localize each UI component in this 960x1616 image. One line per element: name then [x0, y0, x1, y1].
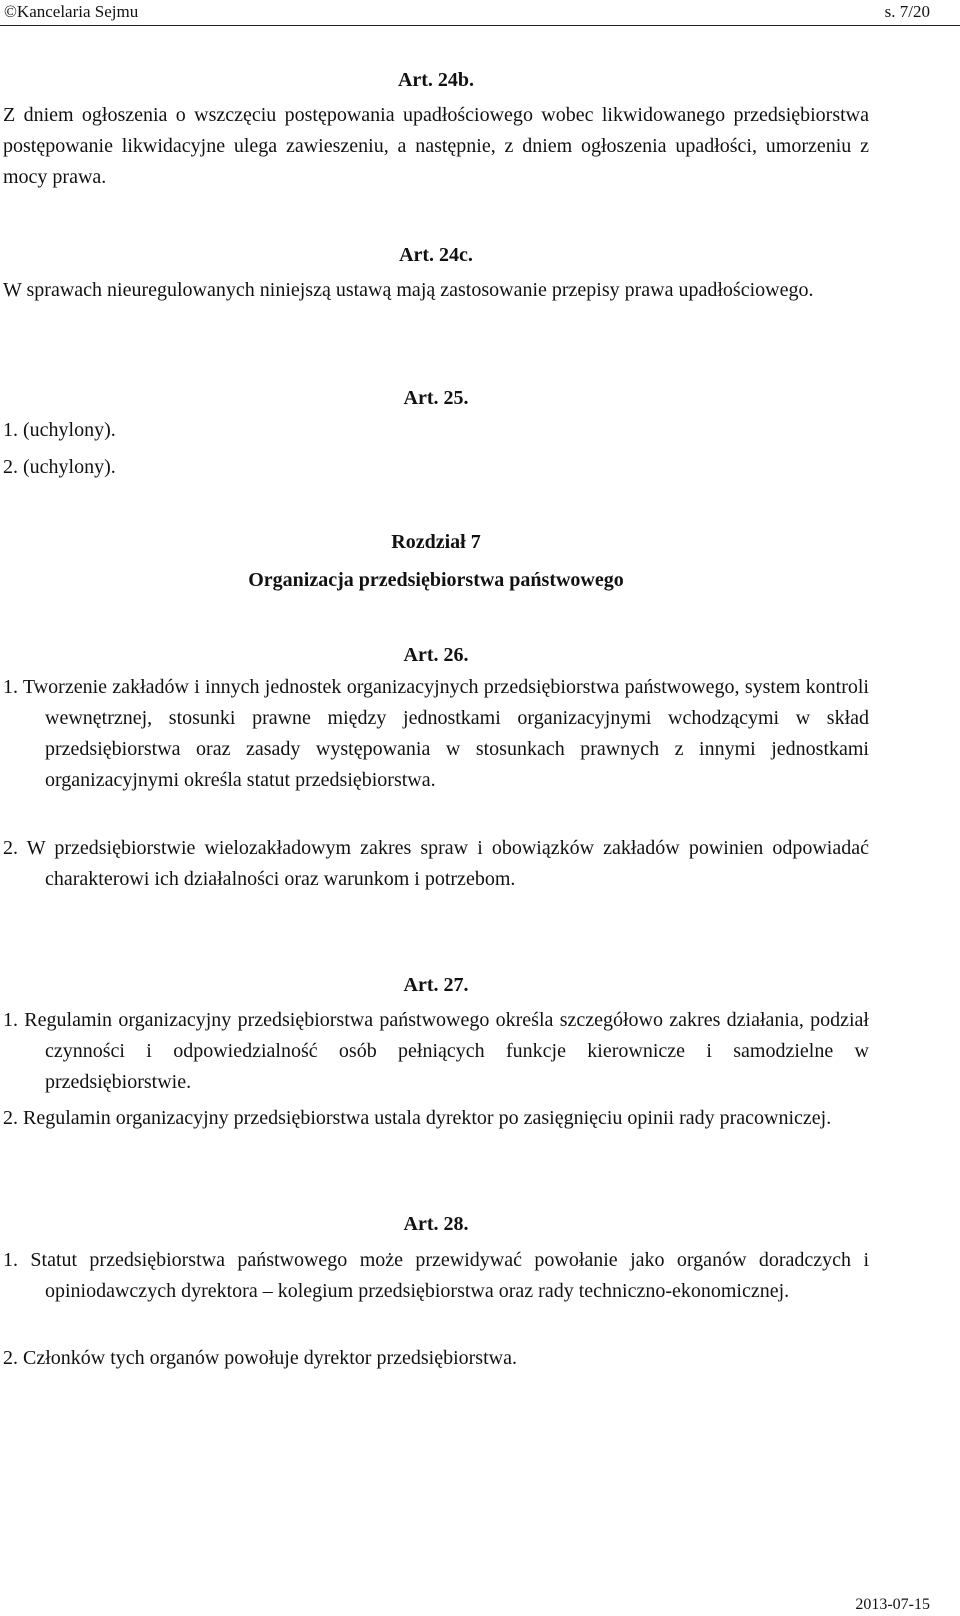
chapter-title: Organizacja przedsiębiorstwa państwowego — [248, 569, 624, 591]
footer-date: 2013-07-15 — [855, 1596, 930, 1613]
art-24c-text: W sprawach nieuregulowanych niniejszą ustawą mają zastosowanie przepisy prawa upadłościowego. — [3, 279, 814, 301]
art-25-item-1: 1. (uchylony). — [3, 419, 116, 441]
art-28-item-1: 1. Statut przedsiębiorstwa państwowego może przewidywać powołanie jako organów doradczych i opiniodawczych dyrektora – kolegium przedsiębiorstwa oraz rady techniczno-ekonomicznej. — [3, 1249, 869, 1302]
page-header — [0, 0, 960, 26]
art-27-title: Art. 27. — [403, 974, 469, 996]
art-28-title: Art. 28. — [403, 1213, 469, 1235]
art-24c-title: Art. 24c. — [399, 244, 473, 266]
art-26-title: Art. 26. — [403, 644, 469, 666]
art-25-item-2: 2. (uchylony). — [3, 456, 116, 478]
header-divider — [0, 25, 960, 26]
art-27-item-2: 2. Regulamin organizacyjny przedsiębiorstwa ustala dyrektor po zasięgnięciu opinii rady pracowniczej. — [3, 1107, 832, 1129]
chapter-number: Rozdział 7 — [391, 531, 481, 553]
art-25-title: Art. 25. — [403, 387, 469, 409]
header-copyright: ©Kancelaria Sejmu — [4, 2, 139, 21]
art-24b-text: Z dniem ogłoszenia o wszczęciu postępowania upadłościowego wobec likwidowanego przedsiębiorstwa postępowanie likwidacyjne ulega zawieszeniu, a następnie, z dniem ogłoszenia upadłości, umorzeniu z mocy prawa. — [3, 104, 869, 188]
header-page-number: s. 7/20 — [884, 2, 930, 21]
art-24b-title: Art. 24b. — [397, 69, 475, 91]
art-26-item-1: 1. Tworzenie zakładów i innych jednostek organizacyjnych przedsiębiorstwa państwowego, system kontroli wewnętrznej, stosunki prawne między jednostkami organizacyjnymi wchodzącymi w skład przedsiębiorstwa oraz zasady występowania w stosunkach prawnych z innymi jednostkami organizacyjnymi określa statut przedsiębiorstwa. — [3, 676, 869, 791]
art-27-item-1: 1. Regulamin organizacyjny przedsiębiorstwa państwowego określa szczegółowo zakres działania, podział czynności i odpowiedzialność osób pełniących funkcje kierownicze i samodzielne w przedsiębiorstwie. — [3, 1009, 869, 1093]
art-26-item-2: 2. W przedsiębiorstwie wielozakładowym zakres spraw i obowiązków zakładów powinien odpowiadać charakterowi ich działalności oraz warunkom i potrzebom. — [3, 837, 869, 890]
art-28-item-2: 2. Członków tych organów powołuje dyrektor przedsiębiorstwa. — [3, 1347, 517, 1369]
